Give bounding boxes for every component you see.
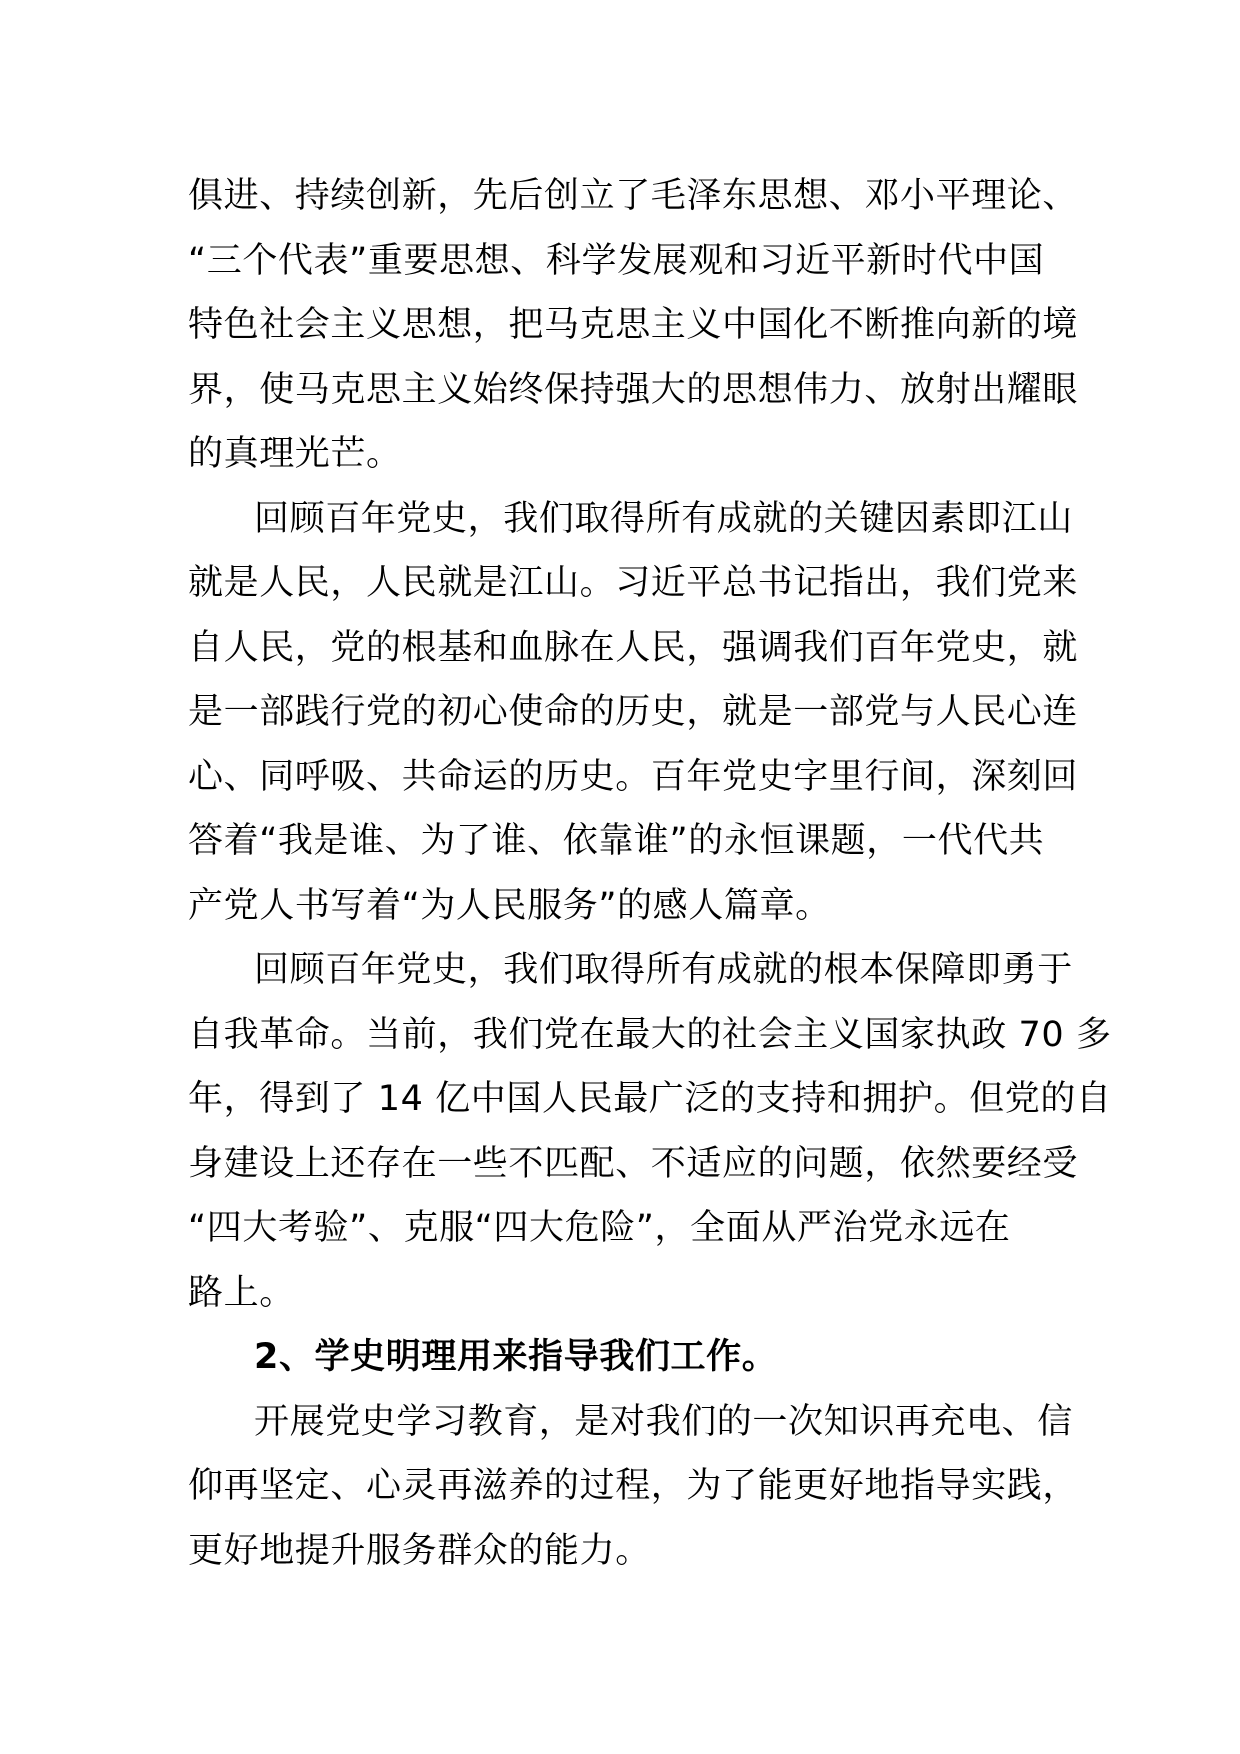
- text-line: 自我革命。当前，我们党在最大的社会主义国家执政 70 多: [188, 1014, 1112, 1055]
- text-line: 就是人民，人民就是江山。习近平总书记指出，我们党来: [188, 563, 1079, 603]
- paragraph-start-line: 开展党史学习教育，是对我们的一次知识再充电、信: [254, 1401, 1073, 1442]
- text-line: 年，得到了 14 亿中国人民最广泛的支持和拥护。但党的自: [188, 1079, 1112, 1119]
- text-line: “三个代表”重要思想、科学发展观和习近平新时代中国: [188, 240, 1045, 281]
- section-heading: 2、学史明理用来指导我们工作。: [254, 1337, 778, 1377]
- text-line: 仰再坚定、心灵再滋养的过程，为了能更好地指导实践，: [188, 1466, 1079, 1506]
- text-line: 身建设上还存在一些不匹配、不适应的问题，依然要经受: [188, 1143, 1079, 1184]
- paragraph-start-line: 回顾百年党史，我们取得所有成就的根本保障即勇于: [254, 950, 1073, 990]
- paragraph-start-line: 回顾百年党史，我们取得所有成就的关键因素即江山: [254, 498, 1073, 539]
- body-text: [188, 164, 1112, 1583]
- text-line: “四大考验”、克服“四大危险”，全面从严治党永远在: [188, 1208, 1011, 1248]
- text-line: 特色社会主义思想，把马克思主义中国化不断推向新的境: [188, 305, 1079, 345]
- text-line: 产党人书写着“为人民服务”的感人篇章。: [188, 885, 831, 926]
- text-line: 的真理光芒。: [188, 434, 402, 474]
- text-line: 心、同呼吸、共命运的历史。百年党史字里行间，深刻回: [188, 756, 1079, 797]
- text-line: 路上。: [188, 1272, 295, 1313]
- text-line: 界，使马克思主义始终保持强大的思想伟力、放射出耀眼: [188, 369, 1079, 410]
- text-line: 俱进、持续创新，先后创立了毛泽东思想、邓小平理论、: [188, 176, 1079, 216]
- text-line: 更好地提升服务群众的能力。: [188, 1530, 651, 1571]
- text-line: 答着“我是谁、为了谁、依靠谁”的永恒课题，一代代共: [188, 821, 1045, 861]
- text-line: 是一部践行党的初心使命的历史，就是一部党与人民心连: [188, 692, 1079, 732]
- text-line: 自人民，党的根基和血脉在人民，强调我们百年党史，就: [188, 627, 1079, 668]
